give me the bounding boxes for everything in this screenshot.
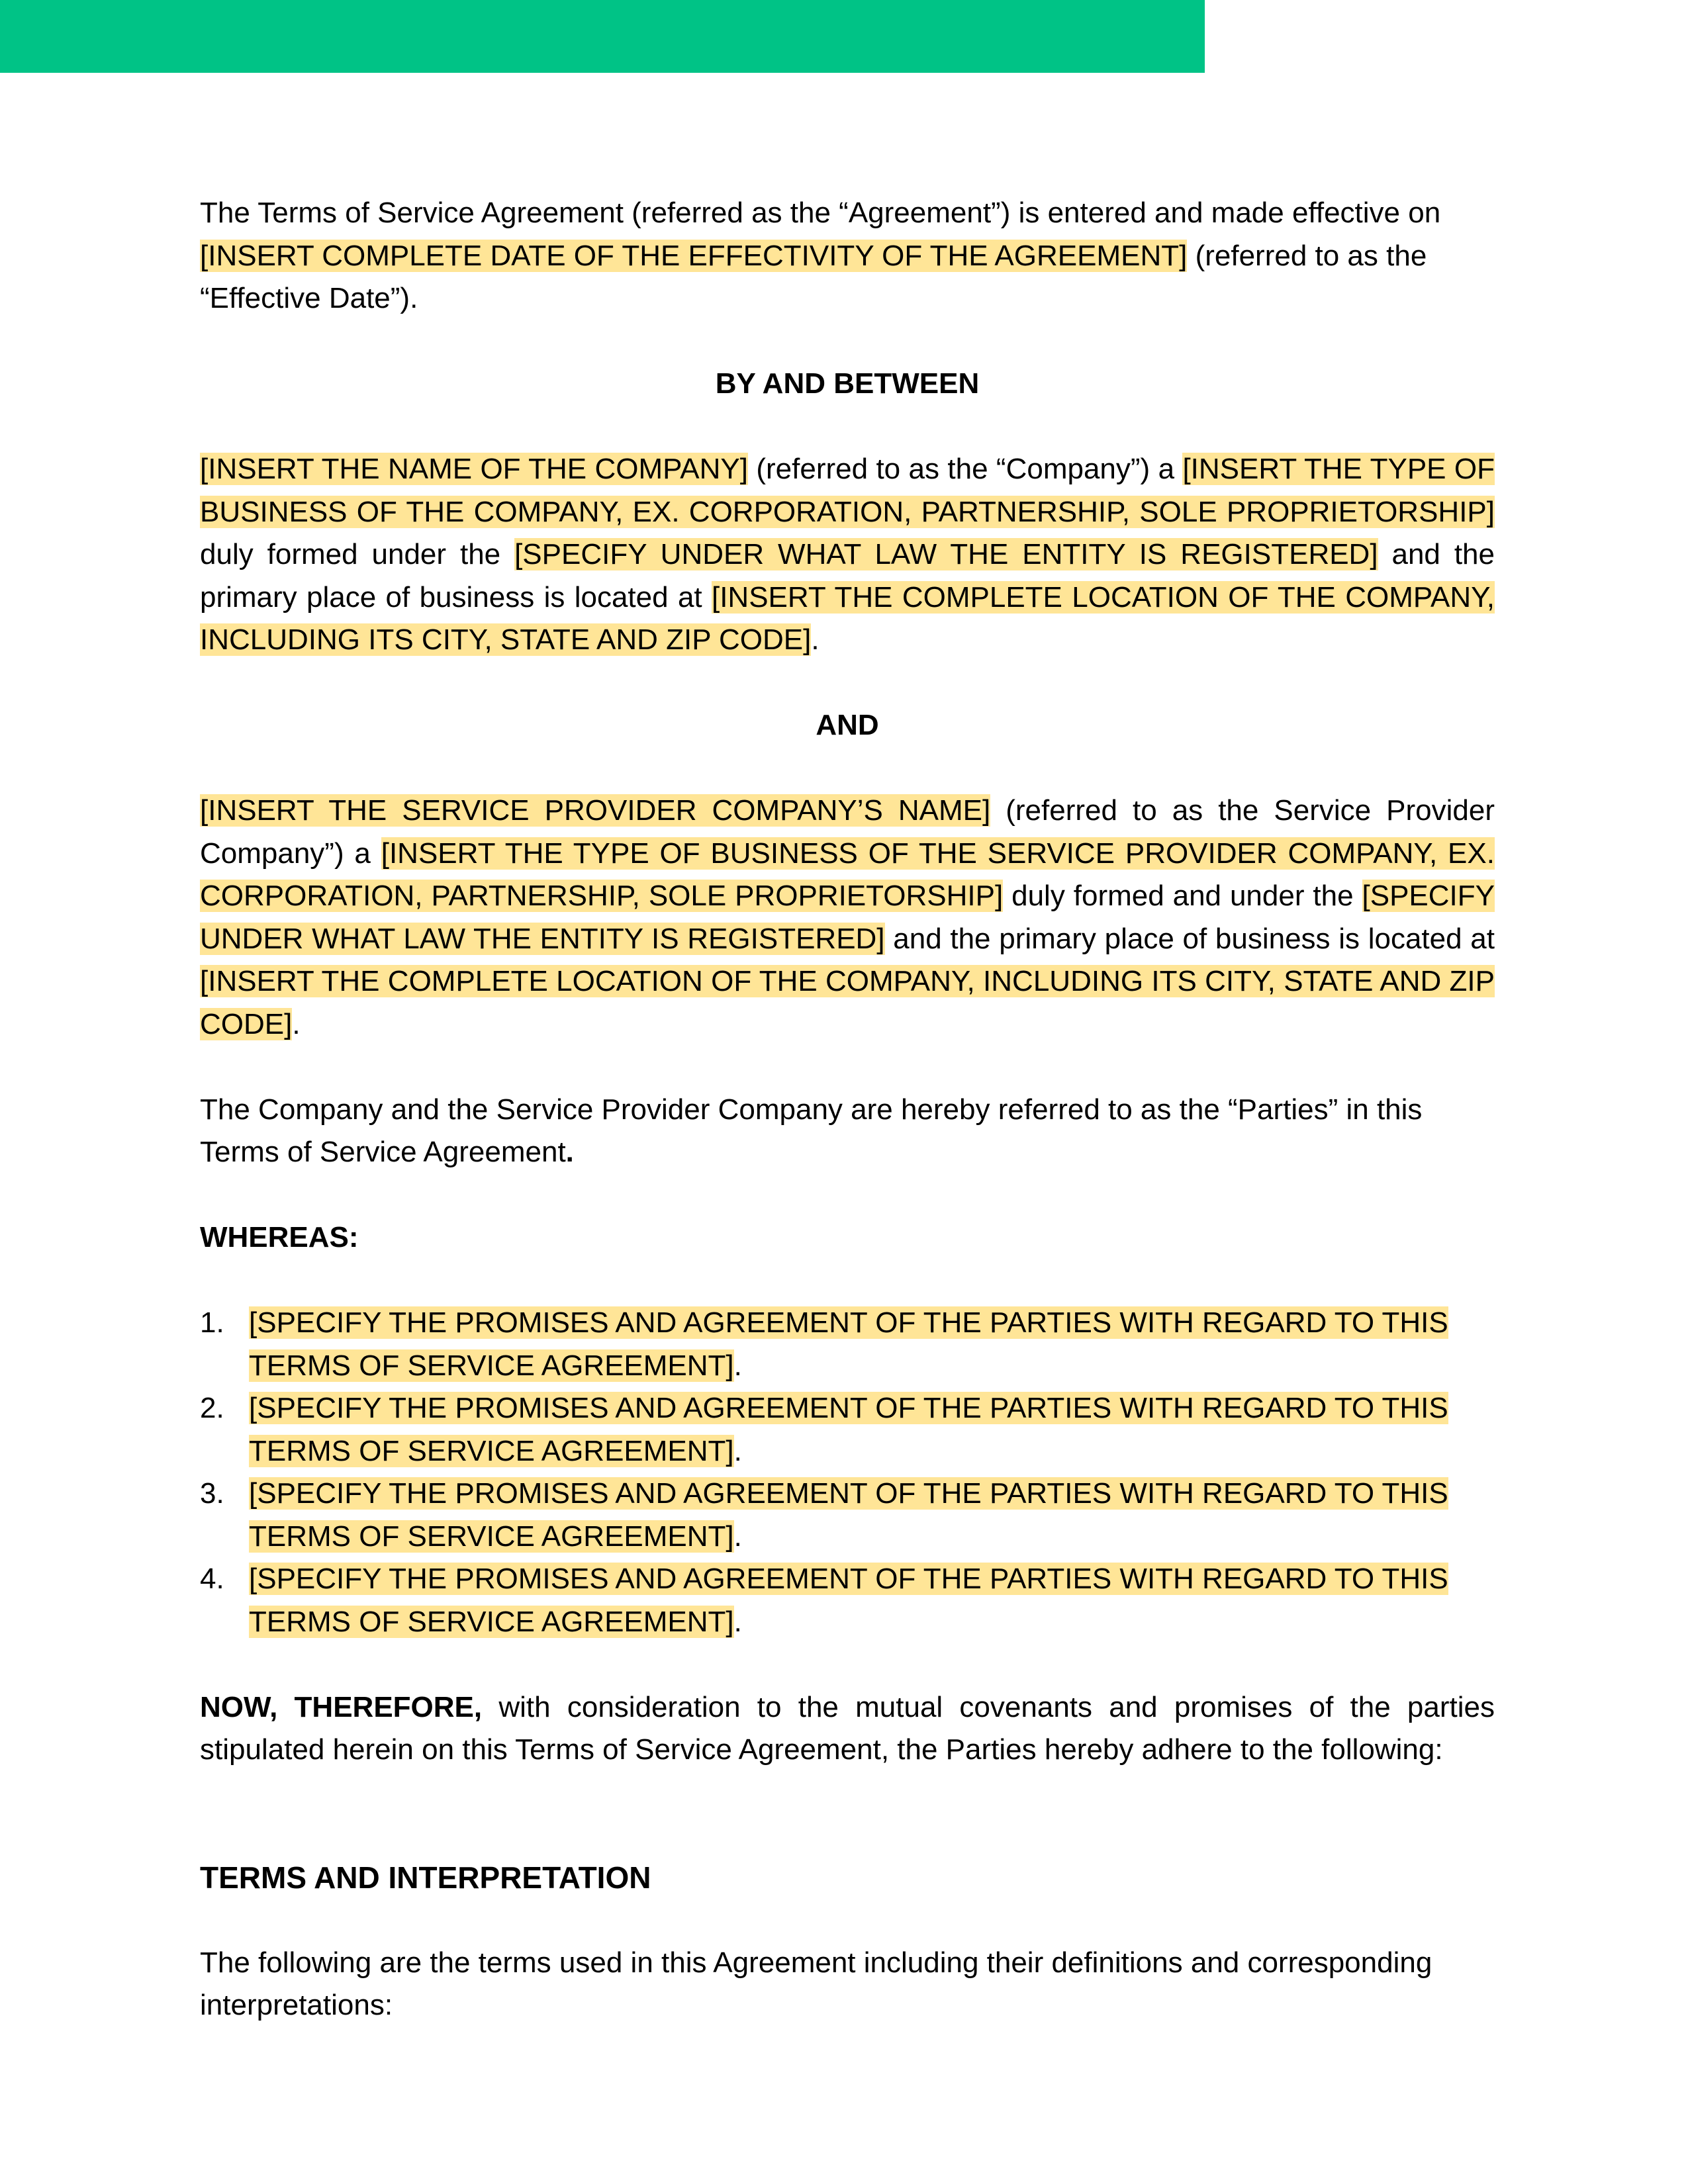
placeholder-company-type: [INSERT THE TYPE OF BUSINESS OF THE COMPANY, EX. CORPORATION, PARTNERSHIP, SOLE PROPRIETORSHIP] [200,453,1495,528]
company-paragraph [200,448,1495,662]
parties-paragraph [200,1089,1495,1174]
and-heading: AND [816,709,879,741]
now-therefore-label: NOW, THEREFORE, [200,1690,483,1723]
placeholder-whereas-clause: [SPECIFY THE PROMISES AND AGREEMENT OF THE PARTIES WITH REGARD TO THIS TERMS OF SERVICE AGREEMENT] [249,1392,1448,1467]
by-and-between-heading: BY AND BETWEEN [715,367,980,400]
now-therefore-paragraph [200,1686,1495,1772]
company-text: duly formed under the [200,538,515,570]
header-accent-bar [0,0,1205,73]
placeholder-provider-name: [INSERT THE SERVICE PROVIDER COMPANY’S NAME] [200,794,991,827]
provider-text: duly formed and under the [1003,880,1362,912]
list-item-end: . [733,1434,742,1467]
list-number: 1. [200,1306,224,1339]
list-item-end: . [733,1605,742,1638]
list-item-end: . [733,1520,742,1553]
placeholder-company-name: [INSERT THE NAME OF THE COMPANY] [200,453,748,485]
list-number: 4. [200,1563,224,1595]
provider-paragraph [200,790,1495,1046]
placeholder-whereas-clause: [SPECIFY THE PROMISES AND AGREEMENT OF THE PARTIES WITH REGARD TO THIS TERMS OF SERVICE AGREEMENT] [249,1563,1448,1638]
company-text: and the primary place of business is located at [200,538,1495,614]
document-page [200,192,1495,2070]
intro-text-end: (referred to as the “Effective Date”). [200,239,1427,314]
parties-text-end: . [565,1136,574,1168]
company-text-end: . [811,623,820,656]
terms-intro-paragraph: The following are the terms used in this Agreement including their definitions and corresponding interpretations: [200,1946,1432,2021]
placeholder-provider-location: [INSERT THE COMPLETE LOCATION OF THE COMPANY, INCLUDING ITS CITY, STATE AND ZIP CODE] [200,965,1495,1040]
list-number: 2. [200,1392,224,1424]
list-item [200,1302,1495,1387]
placeholder-company-location: [INSERT THE COMPLETE LOCATION OF THE COMPANY, INCLUDING ITS CITY, STATE AND ZIP CODE] [200,580,1495,656]
list-item [200,1558,1495,1643]
placeholder-company-law: [SPECIFY UNDER WHAT LAW THE ENTITY IS REGISTERED] [514,538,1378,570]
intro-text: The Terms of Service Agreement (referred as the “Agreement”) is entered and made effective on [200,197,1441,229]
list-number: 3. [200,1477,224,1510]
placeholder-provider-type: [INSERT THE TYPE OF BUSINESS OF THE SERVICE PROVIDER COMPANY, EX. CORPORATION, PARTNERSHIP, SOLE PROPRIETORSHIP] [200,837,1495,912]
whereas-list [200,1302,1495,1643]
whereas-heading: WHEREAS: [200,1221,359,1253]
list-item [200,1387,1495,1473]
placeholder-whereas-clause: [SPECIFY THE PROMISES AND AGREEMENT OF THE PARTIES WITH REGARD TO THIS TERMS OF SERVICE AGREEMENT] [249,1477,1448,1553]
section-heading-terms: TERMS AND INTERPRETATION [200,1860,651,1895]
provider-text: (referred to as the Service Provider Company”) a [200,794,1495,870]
company-text: (referred to as the “Company”) a [747,453,1183,485]
list-item [200,1473,1495,1558]
intro-paragraph [200,192,1495,320]
placeholder-provider-law: [SPECIFY UNDER WHAT LAW THE ENTITY IS REGISTERED] [200,880,1495,955]
placeholder-effective-date: [INSERT COMPLETE DATE OF THE EFFECTIVITY OF THE AGREEMENT] [200,239,1188,272]
provider-text: and the primary place of business is located at [884,922,1495,955]
provider-text-end: . [292,1007,301,1040]
parties-text: The Company and the Service Provider Company are hereby referred to as the “Parties” in this Terms of Service Agreement [200,1093,1423,1168]
now-therefore-text: with consideration to the mutual covenants and promises of the parties stipulated herein on this Terms of Service Agreement, the Parties hereby adhere to the following: [200,1690,1495,1766]
placeholder-whereas-clause: [SPECIFY THE PROMISES AND AGREEMENT OF THE PARTIES WITH REGARD TO THIS TERMS OF SERVICE AGREEMENT] [249,1306,1448,1382]
list-item-end: . [733,1349,742,1382]
